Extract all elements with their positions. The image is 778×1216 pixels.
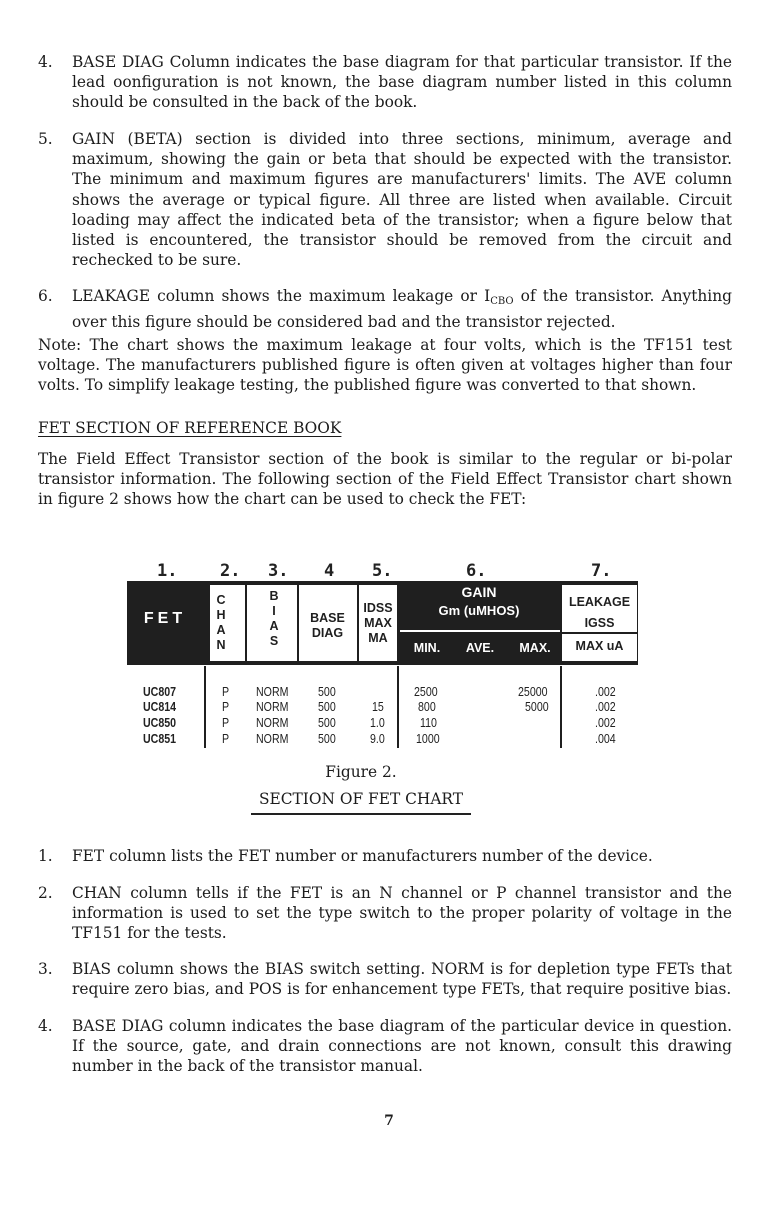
col-number-1: 1. [157, 561, 178, 581]
item-4-number: 4. [38, 53, 53, 71]
header-gain-unit: Gm (uMHOS) [438, 603, 520, 618]
body-separator-fet [204, 666, 206, 748]
fet-item-2-number: 2. [38, 884, 53, 902]
figure-caption: Figure 2. [325, 763, 397, 781]
header-gain-max: MAX. [519, 641, 551, 655]
col-number-7: 7. [591, 561, 612, 581]
fet-item-3-number: 3. [38, 960, 53, 978]
fet-item-3-text: BIAS column shows the BIAS switch setting. NORM is for depletion type FETs that require zero bias, and POS is for enhancement type FETs, that require positive bias. [72, 960, 732, 999]
col-number-4: 4 [324, 561, 335, 581]
header-gain-title: GAIN [461, 584, 497, 600]
fet-item-1-text: FET column lists the FET number or manufacturers number of the device. [72, 847, 653, 865]
header-gain-ave: AVE. [465, 641, 495, 655]
fet-item-1-number: 1. [38, 847, 53, 865]
header-fet: FET [143, 610, 187, 627]
header-bias: B I A S [246, 584, 298, 662]
header-leakage: LEAKAGE IGSS MAX uA [561, 584, 638, 662]
figure-title-underline [251, 813, 471, 815]
section-intro: The Field Effect Transistor section of the book is similar to the regular or bi-polar transistor information. The following section of the Field Effect Transistor chart shown in figure 2 shows how the chart can be used to check the FET: [38, 450, 732, 509]
header-base-diag: BASE DIAG [298, 584, 358, 662]
body-separator-idss [397, 666, 399, 748]
item-5-text: GAIN (BETA) section is divided into three sections, minimum, average and maximum, showing the gain or beta that should be expected with the transistor. The minimum and maximum figures are manufacturers' limits. The AVE column shows the average or typical figure. All three are listed when available. Circuit loading may affect the indicated beta of the transistor; when a figure below that listed is encountered, the transistor should be removed from the circuit and rechecked to be sure. [72, 130, 732, 270]
body-separator-gain [560, 666, 562, 748]
col-number-2: 2. [220, 561, 241, 581]
gain-divider [400, 630, 560, 632]
col-number-3: 3. [268, 561, 289, 581]
note-paragraph: Note: The chart shows the maximum leakage at four volts, which is the TF151 test voltage. The manufacturers published figure is often given at voltages higher than four volts. To simplify leakage testing, the published figure was converted to that shown. [38, 336, 732, 395]
section-heading: FET SECTION OF REFERENCE BOOK [38, 419, 342, 437]
item-6-text: LEAKAGE column shows the maximum leakage or $I_{CBO}$ of the transistor. Anything over this figure should be considered bad and the transistor rejected. [72, 287, 732, 332]
col-number-6: 6. [466, 561, 487, 581]
header-gain-min: MIN. [413, 641, 441, 655]
col-number-5: 5. [372, 561, 393, 581]
page-number: 7 [384, 1113, 394, 1129]
fet-item-2-text: CHAN column tells if the FET is an N channel or P channel transistor and the information is used to set the type switch to the proper polarity of voltage in the TF151 for the tests. [72, 884, 732, 943]
item-4-text: BASE DIAG Column indicates the base diagram for that particular transistor. If the lead oonfiguration is not known, the base diagram number listed in this column should be consulted in the back of the book. [72, 53, 732, 112]
header-idss: IDSS MAX MA [358, 584, 398, 662]
item-6-number: 6. [38, 287, 53, 305]
fet-item-4-text: BASE DIAG column indicates the base diagram of the particular device in question. If the source, gate, and drain connections are not known, consult this drawing number in the back of the transistor manual. [72, 1017, 732, 1076]
header-chan: C H A N [209, 584, 246, 662]
figure-title: SECTION OF FET CHART [258, 790, 464, 808]
item-5-number: 5. [38, 130, 53, 148]
fet-item-4-number: 4. [38, 1017, 53, 1035]
